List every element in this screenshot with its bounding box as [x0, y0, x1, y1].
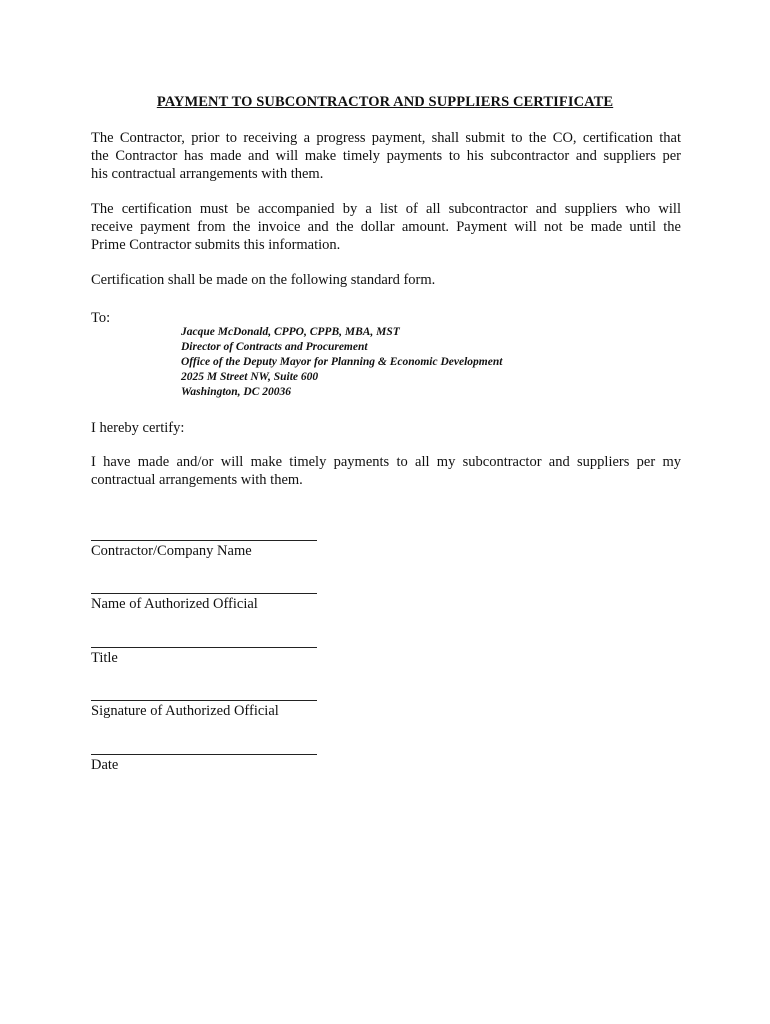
statement-line: contractual arrangements with them.	[91, 472, 303, 488]
intro-line: his contractual arrangements with them.	[91, 166, 324, 182]
requirements-paragraph	[91, 200, 681, 254]
signature-line[interactable]	[91, 700, 317, 701]
recipient-name: Jacque McDonald, CPPO, CPPB, MBA, MST	[181, 326, 400, 338]
certification-statement	[91, 453, 681, 489]
title-signature-line[interactable]	[91, 647, 317, 648]
date-label: Date	[91, 757, 119, 773]
company-name-signature-line[interactable]	[91, 540, 317, 541]
standard-form-paragraph: Certification shall be made on the following standard form.	[91, 272, 436, 288]
intro-paragraph	[91, 129, 681, 183]
signature-label: Signature of Authorized Official	[91, 703, 279, 719]
authorized-official-signature-line[interactable]	[91, 593, 317, 594]
company-name-label: Contractor/Company Name	[91, 543, 252, 559]
recipient-office: Office of the Deputy Mayor for Planning & Economic Development	[181, 356, 503, 368]
date-signature-line[interactable]	[91, 754, 317, 755]
statement-line: I have made and/or will make timely payments to all my subcontractor and suppliers per my	[91, 454, 681, 470]
recipient-city: Washington, DC 20036	[181, 386, 292, 398]
title-label: Title	[91, 650, 118, 666]
requirements-line: Prime Contractor submits this information.	[91, 237, 341, 253]
intro-line: The Contractor, prior to receiving a progress payment, shall submit to the CO, certification that	[91, 130, 681, 146]
certify-label: I hereby certify:	[91, 420, 185, 436]
recipient-address	[181, 325, 502, 400]
authorized-official-label: Name of Authorized Official	[91, 596, 258, 612]
document-title: PAYMENT TO SUBCONTRACTOR AND SUPPLIERS CERTIFICATE	[156, 94, 614, 110]
intro-line: the Contractor has made and will make timely payments to his subcontractor and suppliers per	[91, 148, 681, 164]
recipient-position: Director of Contracts and Procurement	[181, 341, 368, 353]
requirements-line: receive payment from the invoice and the dollar amount. Payment will not be made until the	[91, 219, 681, 235]
recipient-street: 2025 M Street NW, Suite 600	[181, 371, 319, 383]
to-label: To:	[91, 310, 111, 326]
requirements-line: The certification must be accompanied by a list of all subcontractor and suppliers who will	[91, 201, 681, 217]
